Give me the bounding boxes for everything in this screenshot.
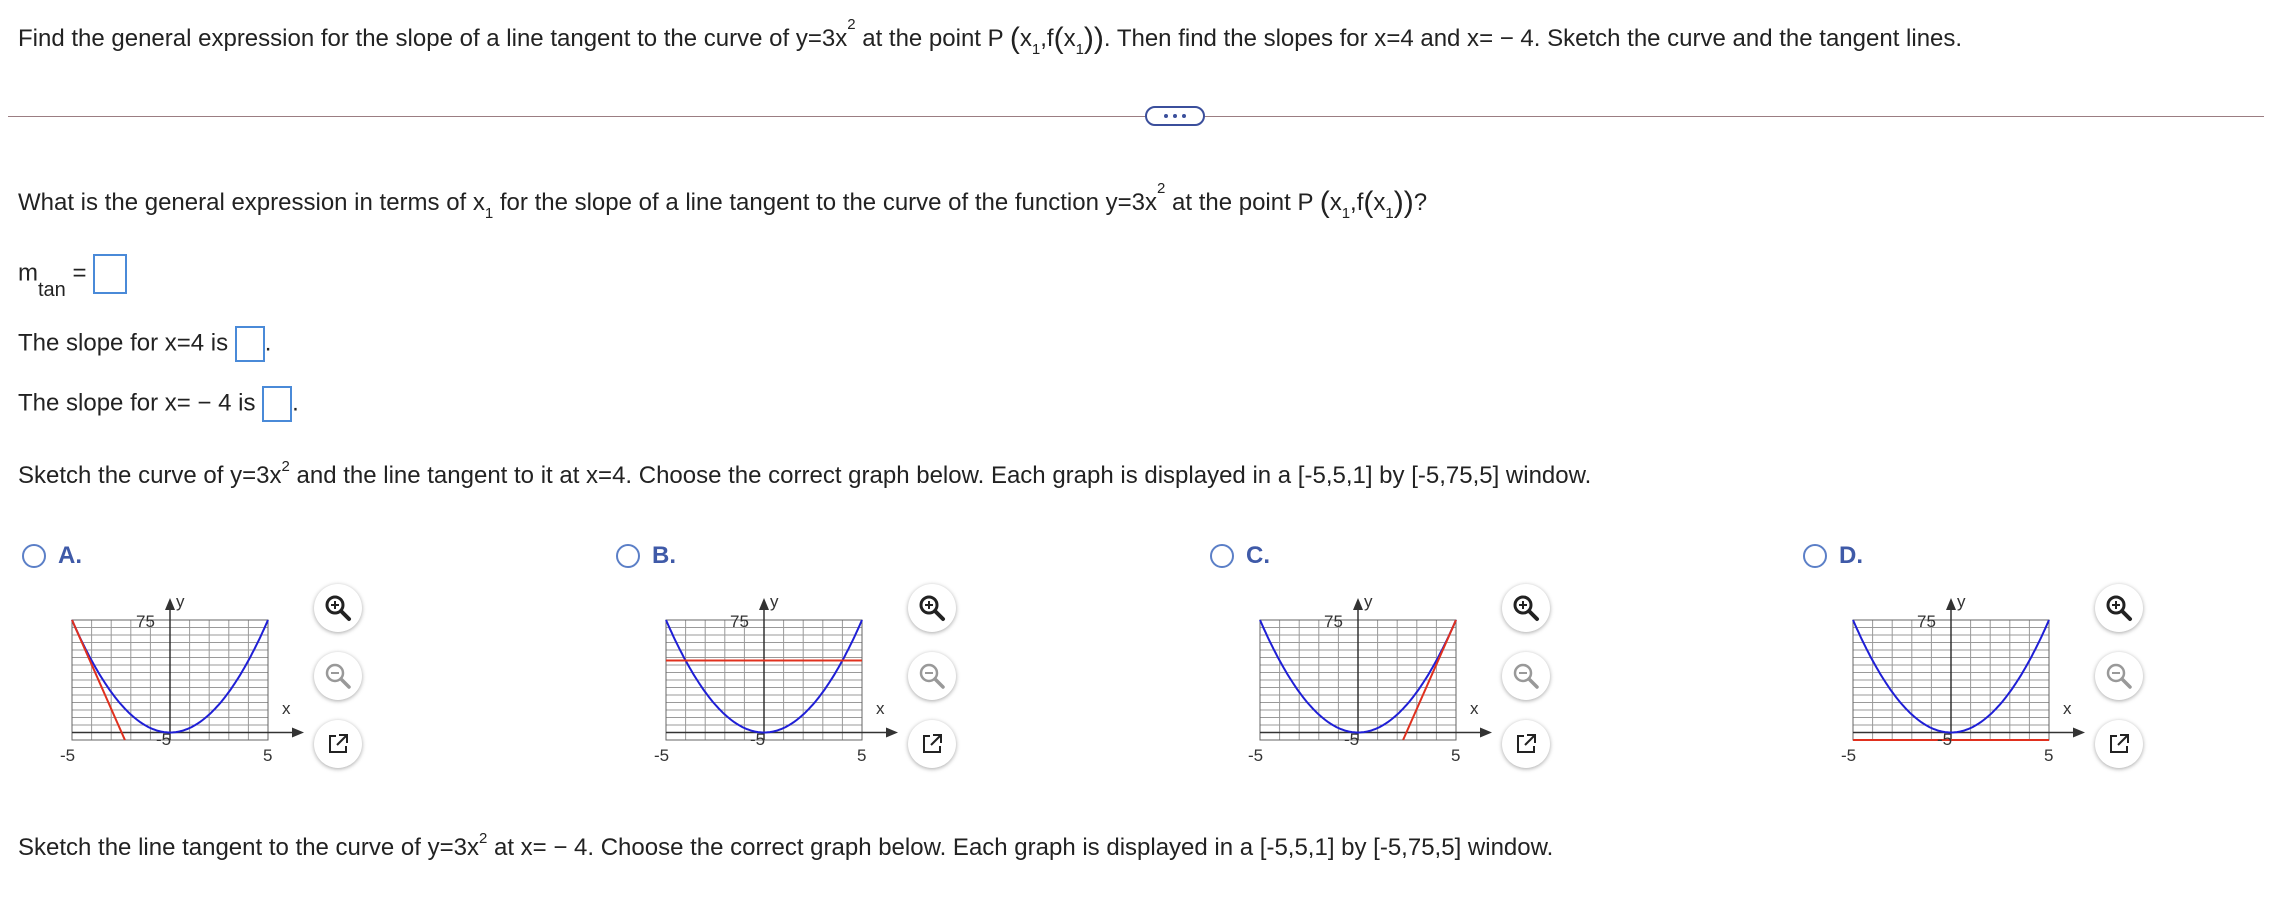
option-b-zoom-out-button[interactable] bbox=[908, 652, 956, 700]
y-tick-top: 75 bbox=[136, 612, 155, 631]
option-c-zoom-out-button[interactable] bbox=[1502, 652, 1550, 700]
popout-icon bbox=[325, 731, 351, 757]
option-a-popout-button[interactable] bbox=[314, 720, 362, 768]
x-tick-left: -5 bbox=[654, 746, 670, 765]
zoom-out-icon bbox=[2104, 661, 2134, 691]
option-b-label: B. bbox=[652, 542, 676, 569]
y-tick-top: 75 bbox=[730, 612, 749, 631]
x-tick-left: -5 bbox=[1841, 746, 1857, 765]
option-d-radio[interactable] bbox=[1803, 544, 1827, 568]
slope-x4-row: The slope for x=4 is . bbox=[18, 326, 271, 362]
y-tick-bottom: -5 bbox=[750, 730, 766, 749]
option-d-label: D. bbox=[1839, 542, 1863, 569]
option-d-graph bbox=[1833, 590, 2113, 750]
zoom-in-icon bbox=[1511, 593, 1541, 623]
option-b-radio[interactable] bbox=[616, 544, 640, 568]
option-c-label: C. bbox=[1246, 542, 1270, 569]
section-divider bbox=[8, 116, 2264, 117]
y-axis-label: y bbox=[176, 592, 185, 611]
mtan-answer-box[interactable] bbox=[93, 254, 127, 294]
x-axis-label: x bbox=[282, 698, 291, 718]
y-axis-label: y bbox=[1364, 592, 1373, 611]
option-d-zoom-out-button[interactable] bbox=[2095, 652, 2143, 700]
y-tick-top: 75 bbox=[1324, 612, 1343, 631]
option-c-radio[interactable] bbox=[1210, 544, 1234, 568]
option-b-popout-button[interactable] bbox=[908, 720, 956, 768]
option-a-zoom-in-button[interactable] bbox=[314, 584, 362, 632]
x-tick-right: 5 bbox=[857, 746, 867, 765]
option-a-label: A. bbox=[58, 542, 82, 569]
slope-xneg4-answer-box[interactable] bbox=[262, 386, 292, 422]
sketch-instruction-2: Sketch the line tangent to the curve of $y=3x^2$ at x= − 4. Choose the correct graph below. Each graph is displayed in a [-5,5,1] by [-5,75,5] window. bbox=[18, 830, 1554, 861]
y-axis-label: y bbox=[1957, 592, 1966, 611]
option-d-popout-button[interactable] bbox=[2095, 720, 2143, 768]
slope-x4-answer-box[interactable] bbox=[235, 326, 265, 362]
sketch-instruction-1: Sketch the curve of $y=3x^2$ and the line tangent to it at x=4. Choose the correct graph below. Each graph is displayed in a [-5,5,1] by [-5,75,5] window. bbox=[18, 458, 1592, 489]
slope-xneg4-row: The slope for x= − 4 is . bbox=[18, 386, 299, 422]
y-tick-bottom: -5 bbox=[1344, 730, 1360, 749]
x-tick-left: -5 bbox=[1248, 746, 1264, 765]
popout-icon bbox=[2106, 731, 2132, 757]
question-general-expression: What is the general expression in terms of $x_1$ for the slope of a line tangent to the curve of the function $y=3x^2$ at the point P $(x_1,f(x_1))$? bbox=[18, 180, 1428, 222]
x-axis-label: x bbox=[2063, 698, 2072, 718]
zoom-in-icon bbox=[2104, 593, 2134, 623]
x-axis-label: x bbox=[876, 698, 885, 718]
x-tick-left: -5 bbox=[60, 746, 76, 765]
x-tick-right: 5 bbox=[263, 746, 273, 765]
zoom-in-icon bbox=[917, 593, 947, 623]
popout-icon bbox=[919, 731, 945, 757]
y-axis-label: y bbox=[770, 592, 779, 611]
zoom-out-icon bbox=[917, 661, 947, 691]
popout-icon bbox=[1513, 731, 1539, 757]
y-tick-bottom: -5 bbox=[156, 730, 172, 749]
expand-button[interactable] bbox=[1145, 106, 1205, 126]
option-a-zoom-out-button[interactable] bbox=[314, 652, 362, 700]
x-axis-label: x bbox=[1470, 698, 1479, 718]
mtan-row: $m_{tan}$ = bbox=[18, 254, 127, 294]
option-a-graph bbox=[52, 590, 332, 750]
y-tick-bottom: -5 bbox=[1937, 730, 1953, 749]
x-tick-right: 5 bbox=[1451, 746, 1461, 765]
option-c-graph bbox=[1240, 590, 1520, 750]
option-b-zoom-in-button[interactable] bbox=[908, 584, 956, 632]
option-c-popout-button[interactable] bbox=[1502, 720, 1550, 768]
option-b-graph bbox=[646, 590, 926, 750]
option-c-zoom-in-button[interactable] bbox=[1502, 584, 1550, 632]
y-tick-top: 75 bbox=[1917, 612, 1936, 631]
option-a-radio[interactable] bbox=[22, 544, 46, 568]
problem-statement: Find the general expression for the slope of a line tangent to the curve of $y=3x^2$ at the point P $(x_1,f(x_1))$. Then find the slopes for x=4 and x= − 4. Sketch the curve and the tangent lines. bbox=[18, 16, 1963, 58]
x-tick-right: 5 bbox=[2044, 746, 2054, 765]
zoom-out-icon bbox=[1511, 661, 1541, 691]
zoom-out-icon bbox=[323, 661, 353, 691]
option-d-zoom-in-button[interactable] bbox=[2095, 584, 2143, 632]
zoom-in-icon bbox=[323, 593, 353, 623]
